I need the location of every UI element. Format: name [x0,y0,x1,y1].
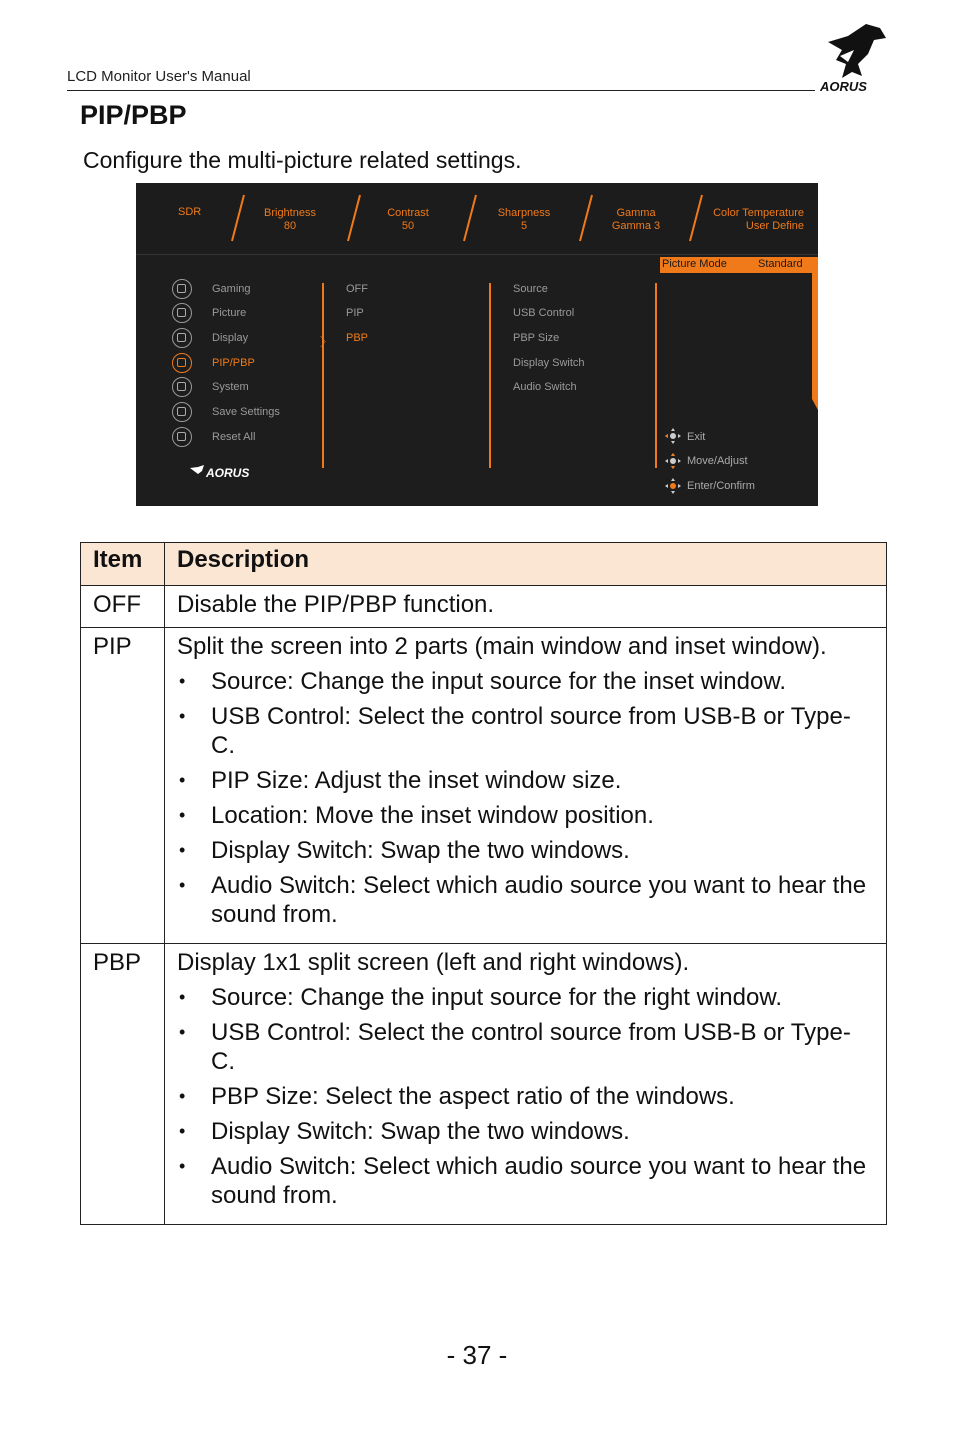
gaming-icon [172,279,192,299]
bullet-list [177,667,874,929]
page-number: - 37 - [446,1340,508,1370]
list-item: • Source: Change the input source for the inset window. [211,667,874,696]
row-desc-text: Split the screen into 2 parts (main window and inset window). [177,633,827,660]
aorus-wordmark [820,79,886,93]
header-rule [67,90,815,91]
list-item: • Source: Change the input source for the right window. [211,983,874,1012]
osd-aorus-logo [188,465,260,479]
row-desc-text: Disable the PIP/PBP function. [177,591,495,618]
osd-top-bar [136,183,818,255]
table-header-row [81,543,887,586]
divider [228,193,248,243]
nav-enter-confirm: Enter/Confirm [687,480,755,492]
submenu-off[interactable]: OFF [346,283,368,295]
bullet-list [177,983,874,1210]
osd-screenshot [136,183,818,506]
menu-item-system[interactable]: System [212,381,249,393]
osd-color-temperature: Color Temperature User Define [713,207,804,232]
joystick-move-icon [664,452,682,470]
option-pbp-size[interactable]: PBP Size [513,332,560,344]
picture-mode-value: Standard [758,258,803,270]
panel-edge-accent [812,273,818,410]
list-item: • Display Switch: Swap the two windows. [211,836,874,865]
row-description [165,586,887,628]
save-icon [172,402,192,422]
row-item: OFF [81,586,165,628]
list-item: • PBP Size: Select the aspect ratio of the windows. [211,1082,874,1111]
joystick-enter-icon [664,477,682,495]
divider [460,193,480,243]
osd-sdr: SDR [178,206,202,218]
options-divider [655,283,657,468]
manual-title: LCD Monitor User's Manual [67,68,251,85]
osd-brightness: Brightness 80 [264,207,316,232]
table-row [81,944,887,1225]
svg-text:AORUS: AORUS [206,466,250,479]
joystick-exit-icon [664,427,682,445]
submenu-pip[interactable]: PIP [346,307,364,319]
table-row [81,628,887,944]
pip-pbp-icon [172,353,192,373]
row-item: PBP [81,944,165,1225]
option-audio-switch[interactable]: Audio Switch [513,381,577,393]
system-gear-icon [172,377,192,397]
nav-move-adjust: Move/Adjust [687,455,748,467]
description-table [80,542,887,1225]
list-item: • Location: Move the inset window position. [211,801,874,830]
option-usb-control[interactable]: USB Control [513,307,575,319]
osd-contrast: Contrast 50 [387,207,429,232]
menu-item-pip-pbp[interactable]: PIP/PBP [212,357,255,369]
menu-divider [322,283,324,468]
row-description [165,944,887,1225]
list-item: • Audio Switch: Select which audio source you want to hear the sound from. [211,1152,874,1210]
list-item: • USB Control: Select the control source from USB-B or Type-C. [211,1018,874,1076]
menu-item-display[interactable]: Display [212,332,249,344]
osd-gamma: Gamma Gamma 3 [611,207,661,232]
menu-item-gaming[interactable]: Gaming [212,283,251,295]
submenu-pbp[interactable]: PBP [346,332,369,344]
divider [344,193,364,243]
option-source[interactable]: Source [513,283,548,295]
picture-mode-label: Picture Mode [662,258,727,270]
row-item: PIP [81,628,165,944]
list-item: • Display Switch: Swap the two windows. [211,1117,874,1146]
nav-exit: Exit [687,431,706,443]
osd-sharpness: Sharpness 5 [497,207,551,232]
picture-icon [172,303,192,323]
display-icon [172,328,192,348]
list-item: • Audio Switch: Select which audio source you want to hear the sound from. [211,871,874,929]
header-description: Description [165,543,887,586]
row-desc-text: Display 1x1 split screen (left and right windows). [177,949,690,976]
submenu-divider [489,283,491,468]
table-row [81,586,887,628]
option-display-switch[interactable]: Display Switch [513,357,585,369]
section-intro: Configure the multi-picture related settings. [83,147,522,173]
row-description [165,628,887,944]
divider [576,193,596,243]
menu-item-reset-all[interactable]: Reset All [212,431,256,443]
menu-item-picture[interactable]: Picture [212,307,247,319]
svg-text:AORUS: AORUS [820,79,867,93]
menu-item-save-settings[interactable]: Save Settings [212,406,280,418]
list-item: • PIP Size: Adjust the inset window size. [211,766,874,795]
header-item: Item [81,543,165,586]
reset-icon [172,427,192,447]
section-title: PIP/PBP [80,100,187,130]
list-item: • USB Control: Select the control source from USB-B or Type-C. [211,702,874,760]
chevron-right-icon: 〉 [320,335,333,349]
